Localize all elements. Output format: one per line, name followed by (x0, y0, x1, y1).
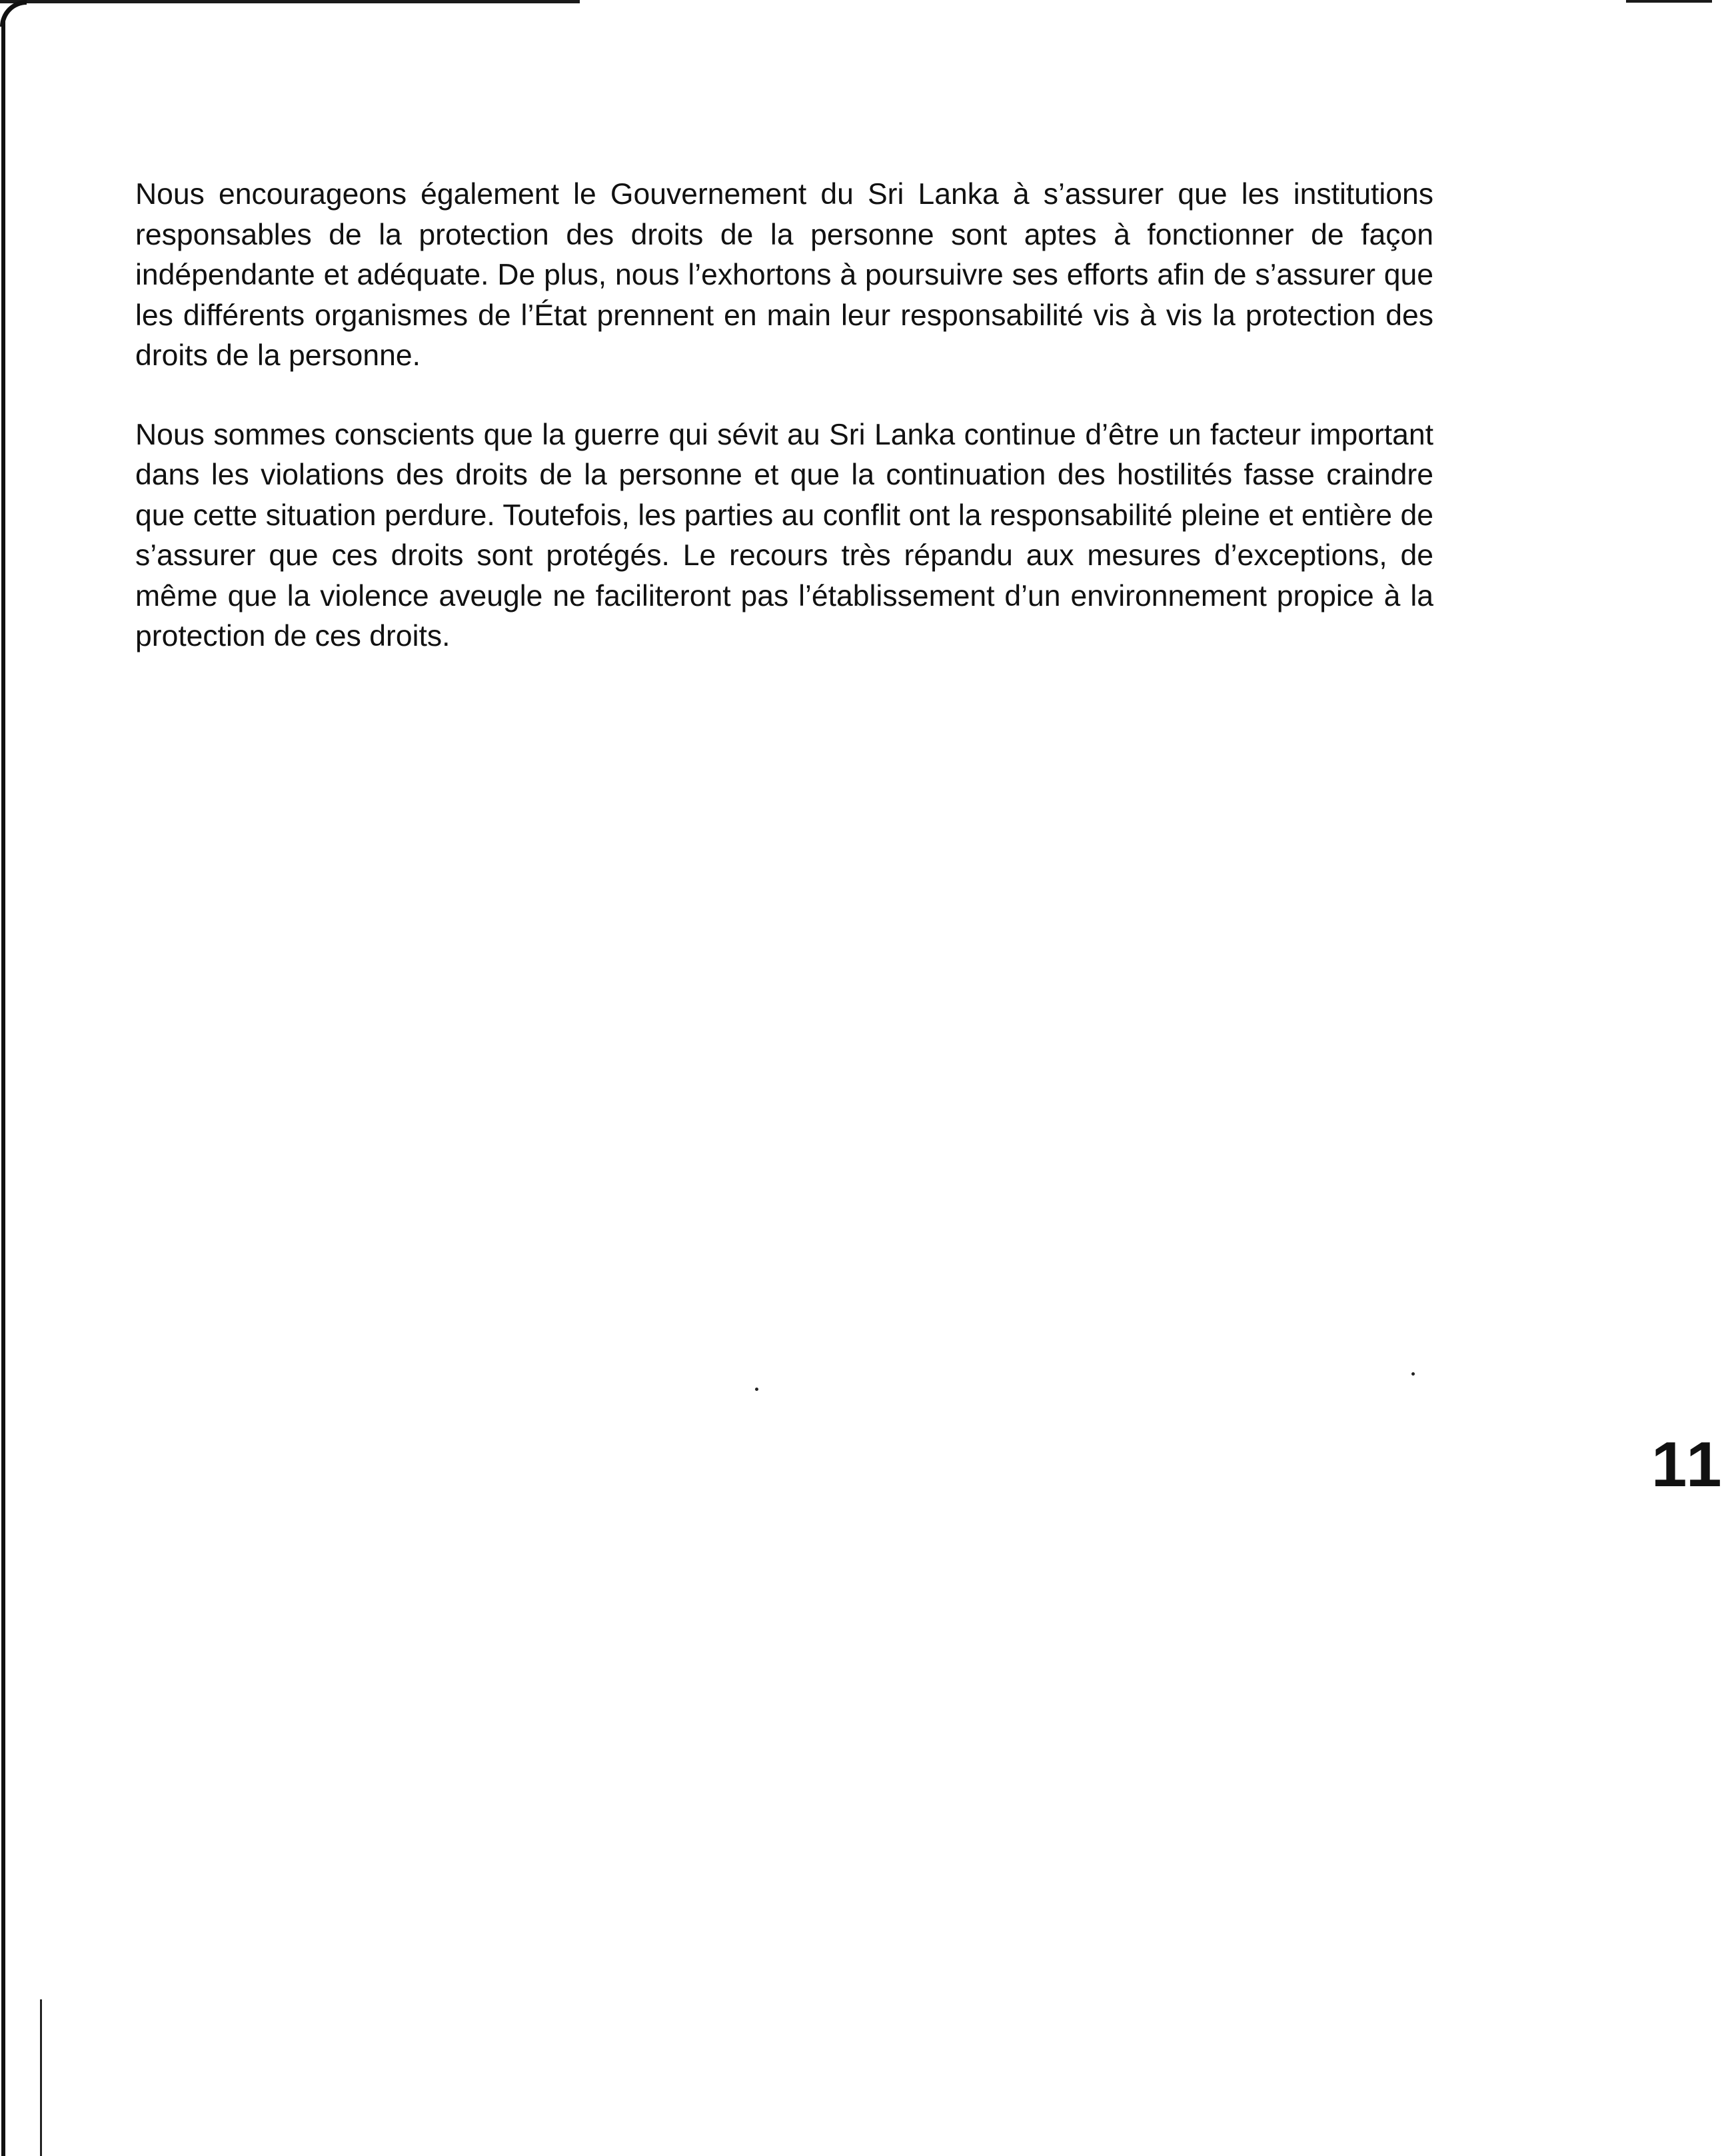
paragraph-2: Nous sommes conscients que la guerre qui sévit au Sri Lanka continue d’être un facteur important dans les violations des droits de la personne et que la continuation des hostilités fasse craindre que cette situation perdure. Toutefois, les parties au conflit ont la responsabilité pleine et entière de s’assurer que ces droits sont protégés. Le recours très répandu aux mesures d’exceptions, de même que la violence aveugle ne faciliteront pas l’établissement d’un environnement propice à la protection de ces droits. (135, 418, 1433, 652)
scan-speck (755, 1388, 758, 1391)
scan-edge-left (1, 20, 5, 2156)
scan-edge-top-right (1626, 0, 1712, 3)
paragraph-1: Nous encourageons également le Gouvernement du Sri Lanka à s’assurer que les institutions responsables de la protection des droits de la personne sont aptes à fonctionner de façon indépendante et adéquate. De plus, nous l’exhortons à poursuivre ses efforts afin de s’assurer que les différents organismes de l’État prennent en main leur responsabilité vis à vis la protection des droits de la personne. (135, 178, 1433, 372)
document-body (135, 175, 1433, 696)
page-number: 11 (1651, 1429, 1724, 1500)
scan-edge-left-inner (40, 1999, 42, 2156)
scan-edge-top (0, 0, 580, 3)
scan-speck (1411, 1372, 1415, 1376)
